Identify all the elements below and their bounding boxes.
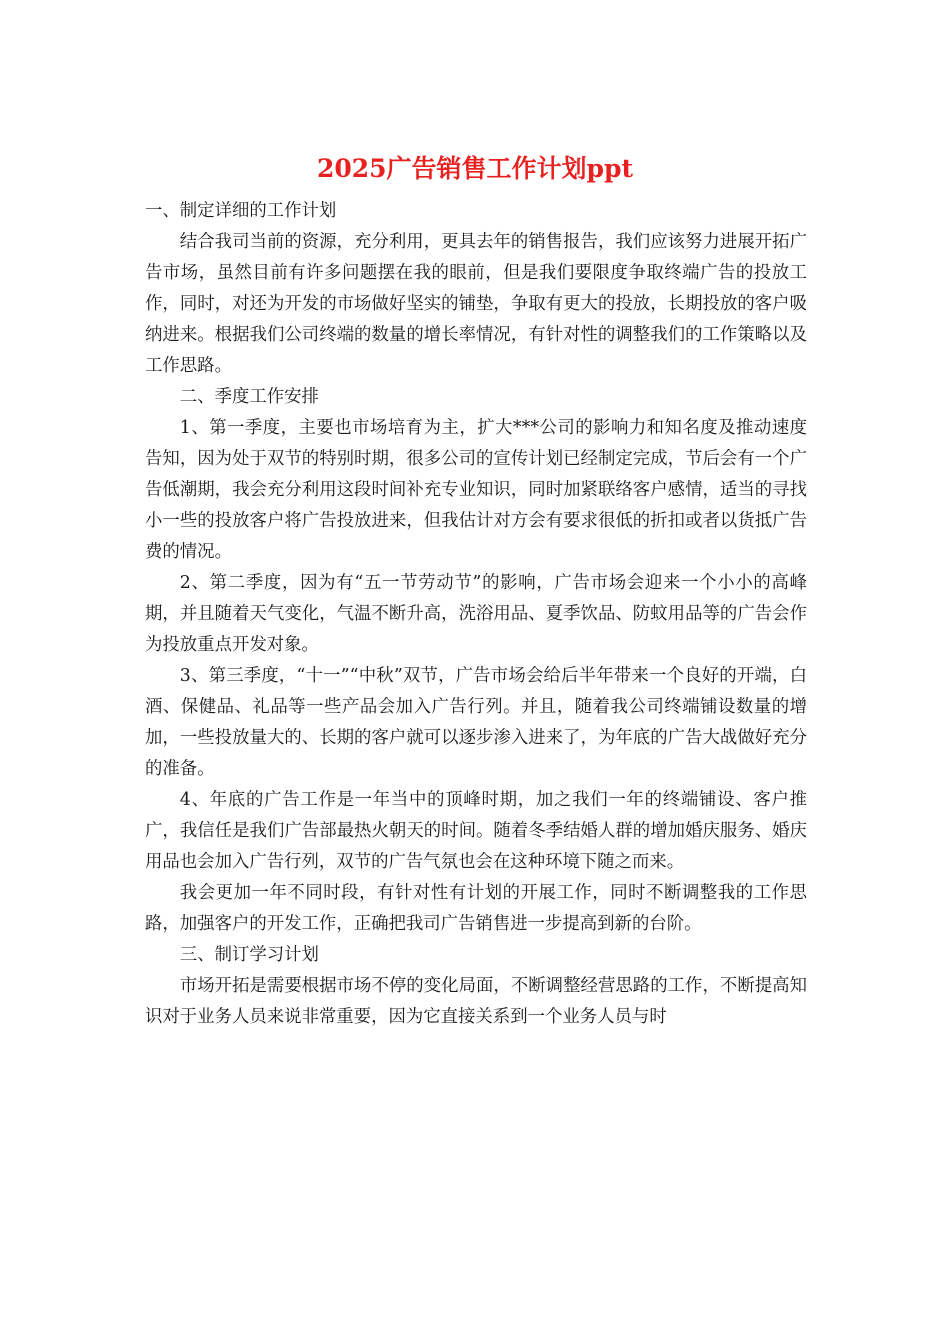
paragraph: 结合我司当前的资源，充分利用，更具去年的销售报告，我们应该努力进展开拓广告市场，虽然目前有许多问题摆在我的眼前，但是我们要限度争取终端广告的投放工作，同时，对还为开发的市场做好坚实的铺垫，争取有更大的投放，长期投放的客户吸纳进来。根据我们公司终端的数量的增长率情况，有针对性的调整我们的工作策略以及工作思路。: [145, 232, 807, 376]
paragraph: 我会更加一年不同时段，有针对性有计划的开展工作，同时不断调整我的工作思路，加强客户的开发工作，正确把我司广告销售进一步提高到新的台阶。: [145, 883, 807, 934]
section-heading-2: 二、季度工作安排: [179, 387, 319, 407]
paragraph: 2、第二季度，因为有“五一节劳动节”的影响，广告市场会迎来一个小小的高峰期，并且随着天气变化，气温不断升高，洗浴用品、夏季饮品、防蚊用品等的广告会作为投放重点开发对象。: [145, 573, 807, 655]
paragraph: 市场开拓是需要根据市场不停的变化局面，不断调整经营思路的工作，不断提高知识对于业务人员来说非常重要，因为它直接关系到一个业务人员与时: [145, 976, 807, 1027]
paragraph: 3、第三季度，“十一”“中秋”双节，广告市场会给后半年带来一个良好的开端，白酒、保健品、礼品等一些产品会加入广告行列。并且，随着我公司终端铺设数量的增加，一些投放量大的、长期的客户就可以逐步渗入进来了，为年底的广告大战做好充分的准备。: [145, 666, 807, 779]
section-heading-1: 一、制定详细的工作计划: [145, 201, 337, 221]
paragraph: 1、第一季度，主要也市场培育为主，扩大***公司的影响力和知名度及推动速度告知，因为处于双节的特别时期，很多公司的宣传计划已经制定完成，节后会有一个广告低潮期，我会充分利用这段时间补充专业知识，同时加紧联络客户感情，适当的寻找小一些的投放客户将广告投放进来，但我估计对方会有要求很低的折扣或者以货抵广告费的情况。: [145, 418, 807, 562]
document-title: 2025广告销售工作计划ppt: [316, 154, 634, 183]
document-body: [145, 196, 807, 1033]
paragraph: 4、年底的广告工作是一年当中的顶峰时期，加之我们一年的终端铺设、客户推广，我信任是我们广告部最热火朝天的时间。随着冬季结婚人群的增加婚庆服务、婚庆用品也会加入广告行列，双节的广告气氛也会在这种环境下随之而来。: [145, 790, 807, 872]
section-heading-3: 三、制订学习计划: [179, 945, 319, 965]
